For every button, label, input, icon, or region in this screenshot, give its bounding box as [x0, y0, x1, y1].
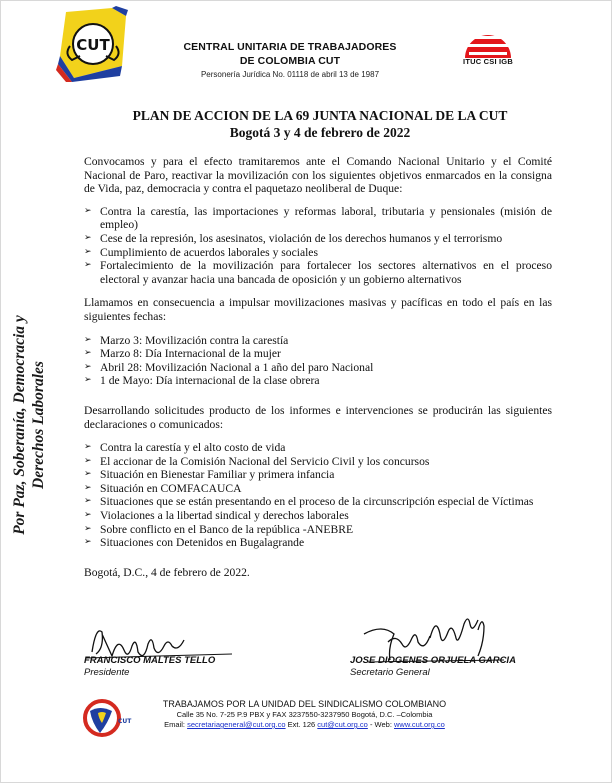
org-block	[140, 40, 440, 80]
list-item: ➢ Situaciones con Detenidos en Bugalagrande	[84, 536, 305, 550]
declarations-intro: Desarrollando solicitudes producto de los informes e intervenciones se producirán las siguientes declaraciones o comunicados:	[84, 403, 552, 431]
signer-name: JOSE DIOGENES ORJUELA GARCIA	[350, 655, 516, 666]
list-item: ➢ Cumplimiento de acuerdos laborales y sociales	[84, 245, 318, 259]
side-motto-line2: Derechos Laborales	[30, 361, 47, 489]
ituc-logo	[453, 14, 523, 62]
list-item: ➢ Marzo 3: Movilización contra la carestía	[84, 333, 289, 347]
list-item: ➢ Violaciones a la libertad sindical y derechos laborales	[84, 509, 349, 523]
arrow-bullet-icon: ➢	[84, 375, 92, 386]
list-item: ➢ Fortalecimiento de la movilización para fortalecer los sectores alternativos en el proceso electoral y avanzar hacia una bancada de oposición y un gobierno alternativos	[84, 259, 552, 286]
list-item: ➢ Situación en Bienestar Familiar y primera infancia	[84, 468, 335, 482]
list-item: ➢ Situación en COMFACAUCA	[84, 481, 242, 495]
web-label: - Web:	[369, 720, 392, 729]
document-title	[60, 107, 580, 141]
list-item: ➢ Abril 28: Movilización Nacional a 1 año del paro Nacional	[84, 360, 374, 374]
arrow-bullet-icon: ➢	[84, 205, 92, 216]
arrow-bullet-icon: ➢	[84, 469, 92, 480]
footer-address: Calle 35 No. 7-25 P.9 PBX y FAX 3237550-3237950 Bogotá, D.C. –Colombia	[176, 710, 433, 719]
intro-paragraph: Convocamos y para el efecto tramitaremos ante el Comando Nacional Unitario y el Comité Nacional de Paro, reactivar la movilización con los siguientes objetivos enmarcados en la consigna de Vida, paz, democracia y contra el paquetazo neoliberal de Duque:	[84, 155, 552, 196]
email-ext: Ext. 126	[287, 720, 316, 729]
signer-name: FRANCISCO MALTES TELLO	[84, 655, 216, 666]
footer	[132, 698, 477, 730]
signer-president	[84, 655, 215, 679]
list-item: ➢ Cese de la represión, los asesinatos, violación de los derechos humanos y el terrorismo	[84, 231, 503, 245]
arrow-bullet-icon: ➢	[84, 348, 92, 359]
email-link-cut[interactable]: cut@cut.org.co	[317, 720, 368, 729]
arrow-bullet-icon: ➢	[84, 482, 92, 493]
list-item: ➢ 1 de Mayo: Día internacional de la clase obrera	[84, 374, 320, 388]
web-link[interactable]: www.cut.org.co	[394, 720, 445, 729]
footer-cut-logo	[82, 697, 132, 739]
list-item: ➢ Marzo 8: Día Internacional de la mujer	[84, 347, 281, 361]
arrow-bullet-icon: ➢	[84, 455, 92, 466]
dates-list	[84, 334, 552, 388]
side-motto-line1: Por Paz, Soberanía, Democracia y	[11, 315, 28, 535]
arrow-bullet-icon: ➢	[84, 260, 92, 271]
arrow-bullet-icon: ➢	[84, 246, 92, 257]
cut-logo-text: CUT	[76, 36, 110, 54]
call-paragraph: Llamamos en consecuencia a impulsar movilizaciones masivas y pacíficas en todo el país en las siguientes fechas:	[84, 296, 552, 323]
list-item: ➢ Contra la carestía y el alto costo de vida	[84, 441, 286, 455]
legal-status: Personería Jurídica No. 01118 de abril 13 de 1987	[200, 70, 380, 79]
signer-secretary	[350, 655, 516, 679]
declarations-list	[84, 441, 552, 550]
footer-motto: TRABAJAMOS POR LA UNIDAD DEL SINDICALISMO COLOMBIANO	[162, 699, 447, 709]
list-item: ➢ El accionar de la Comisión Nacional del Servicio Civil y los concursos	[84, 454, 430, 468]
arrow-bullet-icon: ➢	[84, 510, 92, 521]
arrow-bullet-icon: ➢	[84, 496, 92, 507]
signer-role: Secretario General	[350, 667, 430, 678]
arrow-bullet-icon: ➢	[84, 334, 92, 345]
email-link-secretaria[interactable]: secretariageneral@cut.org.co	[187, 720, 286, 729]
footer-contact	[132, 720, 477, 730]
arrow-bullet-icon: ➢	[84, 232, 92, 243]
signer-role: Presidente	[84, 667, 130, 678]
list-item: ➢ Sobre conflicto en el Banco de la república -ANEBRE	[84, 522, 354, 536]
email-label: Email:	[164, 720, 185, 729]
arrow-bullet-icon: ➢	[84, 361, 92, 372]
document-body	[84, 155, 552, 579]
title-line1: PLAN DE ACCION DE LA 69 JUNTA NACIONAL DE LA CUT	[132, 108, 508, 123]
cut-logo	[56, 6, 130, 82]
list-item: ➢ Contra la carestía, las importaciones y reformas laboral, tributaria y pensionales (misión de empleo)	[84, 204, 552, 232]
arrow-bullet-icon: ➢	[84, 537, 92, 548]
org-name-line1: CENTRAL UNITARIA DE TRABAJADORES	[183, 41, 397, 53]
arrow-bullet-icon: ➢	[84, 523, 92, 534]
list-item: ➢ Situaciones que se están presentando en el proceso de la circunscripción especial de Víctimas	[84, 495, 534, 509]
objectives-list	[84, 205, 552, 287]
place-date: Bogotá, D.C., 4 de febrero de 2022.	[84, 565, 250, 579]
org-name-line2: DE COLOMBIA CUT	[239, 55, 341, 67]
arrow-bullet-icon: ➢	[84, 442, 92, 453]
ituc-label: ITUC CSI IGB	[463, 57, 513, 66]
footer-logo-text: CUT	[118, 718, 132, 725]
title-line2: Bogotá 3 y 4 de febrero de 2022	[229, 125, 411, 140]
side-motto	[10, 255, 48, 595]
